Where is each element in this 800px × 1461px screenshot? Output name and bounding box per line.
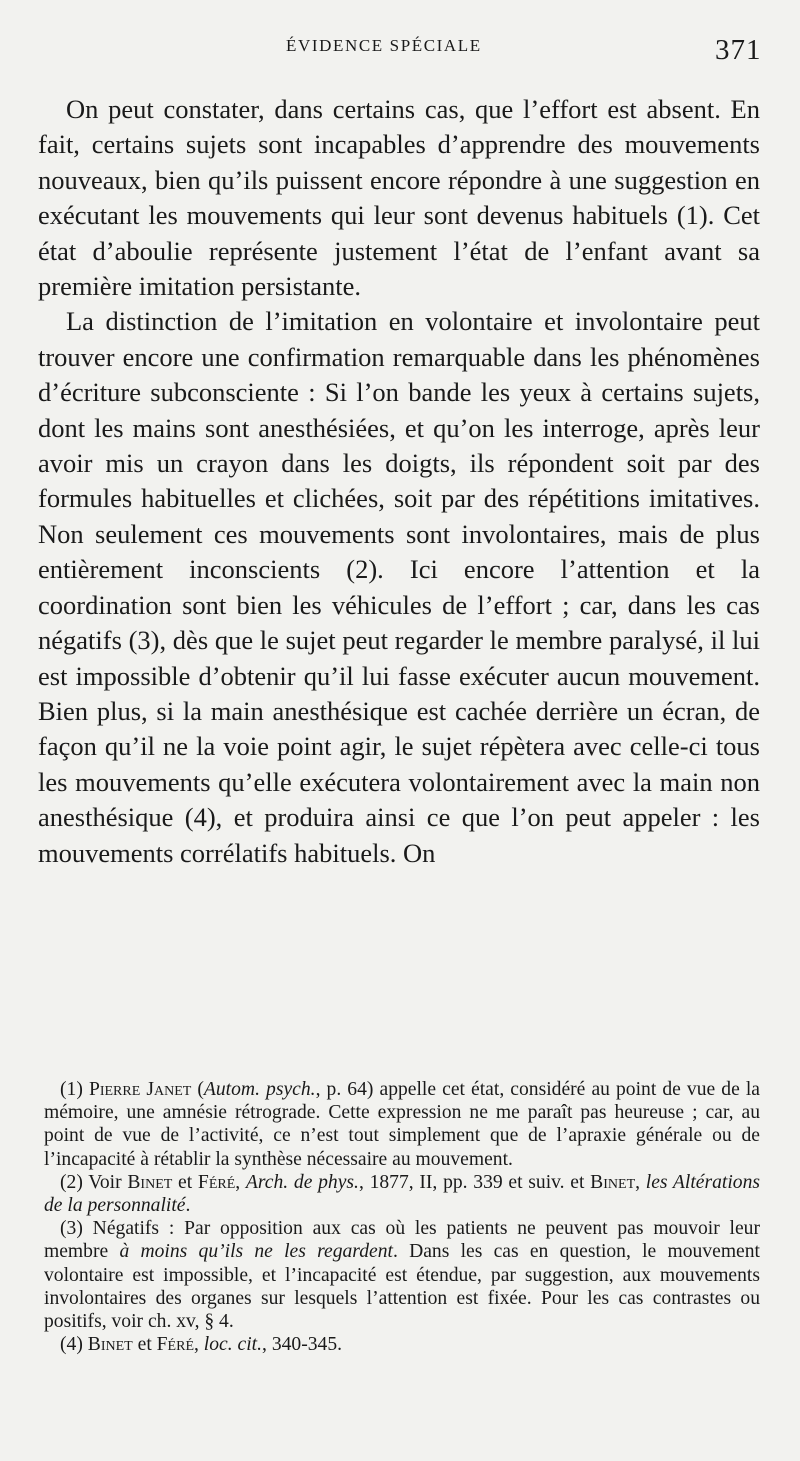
footnote-text: . [185,1195,191,1217]
footnote-author: Pierre Janet [88,1079,192,1100]
footnote-pages: , p. 64) [315,1079,374,1100]
footnote-text: , 1877, II, pp. 339 et suiv. et [358,1171,591,1193]
footnote-1: (1) Pierre Janet (Autom. psych., p. 64) appelle cet état, considéré au point de vue de la mémoire, une amnésie rétrograde. Cette expression ne me paraît pas heureuse ; car, au point de vue de l’activité, ce n’est tout simplement que de l’apraxie générale ou de l’incapacité à rétablir la synthèse nécessaire au mouvement. [44,1079,760,1170]
running-title: ÉVIDENCE SPÉCIALE [286,36,482,55]
paragraph-text: Non seulement ces mouvements sont involontaires, mais de plus entièrement inconscients (2). Ici encore l’attention et la coordination sont bien les véhicules de l’effort ; car, dans les cas négatifs (3), dès que le sujet peut regarder le membre paralysé, il lui est impossible d’obtenir qu’il lui fasse exécuter aucun mouvement. Bien plus, si la main anesthésique est cachée derrière un écran, de façon qu’il ne la voie point agir, le sujet répètera avec celle-ci tous les mouvements qu’elle exécutera volontairement avec la main non anesthésique (4), et produira ainsi ce que l’on peut appeler : les mouvements corrélatifs habituels. On [38,518,760,868]
footnote-text: appelle cet état, considéré au point de vue de la mémoire, une amnésie rétrograde. Cette expression ne me paraît pas heureuse ; car, au point de vue de l’activité, ce n’est tout simplement que de l’apraxie générale ou de l’incapacité à rétablir la synthèse nécessaire au mouvement. [44,1079,760,1170]
footnote-number: (1) [60,1079,83,1100]
footnote-work: Autom. psych. [203,1079,316,1100]
paragraph [38,304,760,871]
footnote-text: Négatifs : Par opposition aux cas où les patients ne peuvent pas mouvoir leur membre [44,1218,760,1263]
page-number: 371 [715,34,762,66]
footnote-work: Arch. de phys. [245,1171,359,1193]
footnote-number: (4) [60,1334,83,1356]
footnote-text: , [194,1334,204,1356]
footnotes [44,1078,760,1356]
footnote-text: . Dans les cas en question, le mouvement volontaire est impossible, et l’incapacité est étendue, par suggestion, aux mouvements involontaires des organes sur lesquels l’attention est fixée. Pour les cas contrastes ou positifs, voir ch. xv, § 4. [44,1241,760,1333]
footnote-number: (3) [60,1218,83,1240]
footnote-author: Féré [156,1334,194,1356]
footnote-text: et [172,1171,198,1193]
main-text [38,92,760,871]
running-header [0,34,800,64]
footnote-number: (2) [60,1171,83,1193]
footnote-pages: , 340-345. [262,1334,343,1356]
footnote-3 [44,1217,760,1333]
footnote-2 [44,1171,760,1217]
footnote-text: , [235,1171,246,1193]
footnote-emphasis: à moins qu’ils ne les regardent [119,1241,393,1263]
footnote-work: loc. cit. [203,1334,263,1356]
footnote-4 [44,1333,760,1356]
footnote-author: Binet [590,1171,636,1193]
footnote-author: Binet [87,1334,133,1356]
footnote-text: et [132,1334,157,1356]
paragraph-text: La distinction de l’imitation en volontaire et involontaire peut trouver encore une confirmation remarquable dans les phénomènes d’écriture subconsciente : Si l’on bande les yeux à certains sujets, dont les mains sont anesthésiées, et qu’on les interroge, après leur avoir mis un crayon dans les doigts, ils répondent soit par des formules habituelles et clichées, soit par des répétitions imitatives. [38,306,760,514]
footnote-text: Voir [82,1171,128,1193]
footnote-author: Féré [197,1171,236,1193]
footnote-text: , [635,1171,646,1193]
footnote-work: les Altérations de la personnalité [44,1171,760,1217]
paragraph: On peut constater, dans certains cas, que l’effort est absent. En fait, certains sujets sont incapables d’apprendre des mouvements nouveaux, bien qu’ils puissent encore répondre à une suggestion en exécutant les mouvements qui leur sont devenus habituels (1). Cet état d’aboulie représente justement l’état de l’enfant avant sa première imitation persistante. [38,94,760,302]
footnote-author: Binet [127,1171,173,1193]
